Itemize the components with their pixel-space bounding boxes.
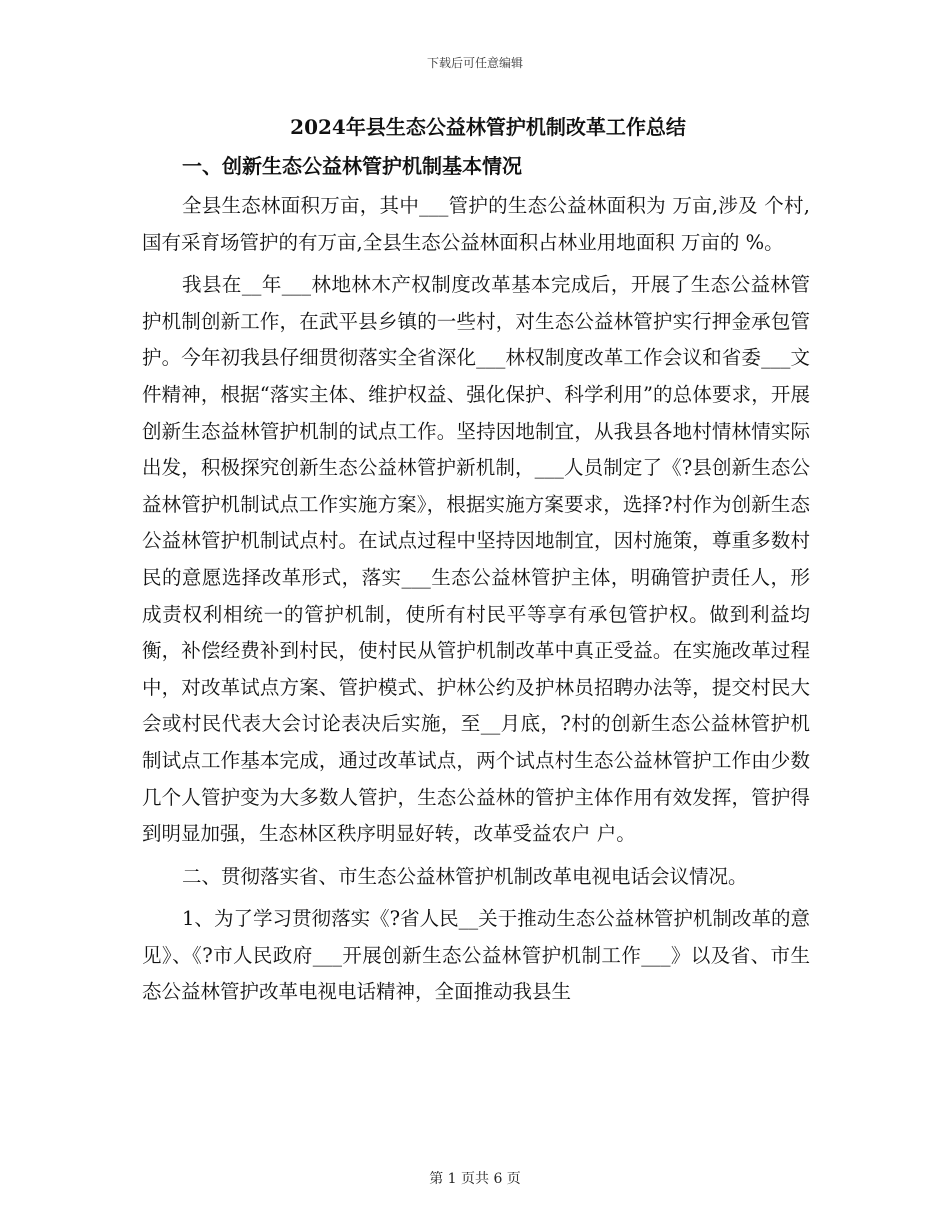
document-body xyxy=(142,112,810,1017)
header-note: 下载后可任意编辑 xyxy=(426,56,523,70)
document-title: 2024年县生态公益林管护机制改革工作总结 xyxy=(290,115,686,139)
paragraph-area-summary: 全县生态林面积万亩，其中___管护的生态公益林面积为 万亩,涉及 个村,国有采育场管护的有万亩,全县生态公益林面积占林业用地面积 万亩的 %。 xyxy=(142,194,810,254)
paragraph-item-1: 1、为了学习贯彻落实《?省人民__关于推动生态公益林管护机制改革的意见》、《?市人民政府___开展创新生态公益林管护机制工作___》以及省、市生态公益林管护改革电视电话精神，全面推动我县生 xyxy=(142,907,810,1004)
page-number-footer: 第 1 页共 6 页 xyxy=(429,1171,521,1187)
paragraph-reform-progress: 我县在__年___林地林木产权制度改革基本完成后，开展了生态公益林管护机制创新工作，在武平县乡镇的一些村，对生态公益林管护实行押金承包管护。今年初我县仔细贯彻落实全省深化___林权制度改革工作会议和省委___文件精神，根据“落实主体、维护权益、强化保护、科学利用”的总体要求，开展创新生态益林管护机制的试点工作。坚持因地制宜，从我县各地村情林情实际出发，积极探究创新生态公益林管护新机制，___人员制定了《?县创新生态公益林管护机制试点工作实施方案》，根据实施方案要求，选择?村作为创新生态公益林管护机制试点村。在试点过程中坚持因地制宜，因村施策，尊重多数村民的意愿选择改革形式，落实___生态公益林管护主体，明确管护责任人，形成责权利相统一的管护机制，使所有村民平等享有承包管护权。做到利益均衡，补偿经费补到村民，使村民从管护机制改革中真正受益。在实施改革过程中，对改革试点方案、管护模式、护林公约及护林员招聘办法等，提交村民大会或村民代表大会讨论表决后实施，至__月底，?村的创新生态公益林管护机制试点工作基本完成，通过改革试点，两个试点村生态公益林管护工作由少数几个人管护变为大多数人管护，生态公益林的管护主体作用有效发挥，管护得到明显加强，生态林区秩序明显好转，改革受益农户 户。 xyxy=(142,273,810,846)
section-heading-1: 一、创新生态公益林管护机制基本情况 xyxy=(182,154,522,178)
paragraph-section-2-heading: 二、贯彻落实省、市生态公益林管护机制改革电视电话会议情况。 xyxy=(182,864,748,888)
